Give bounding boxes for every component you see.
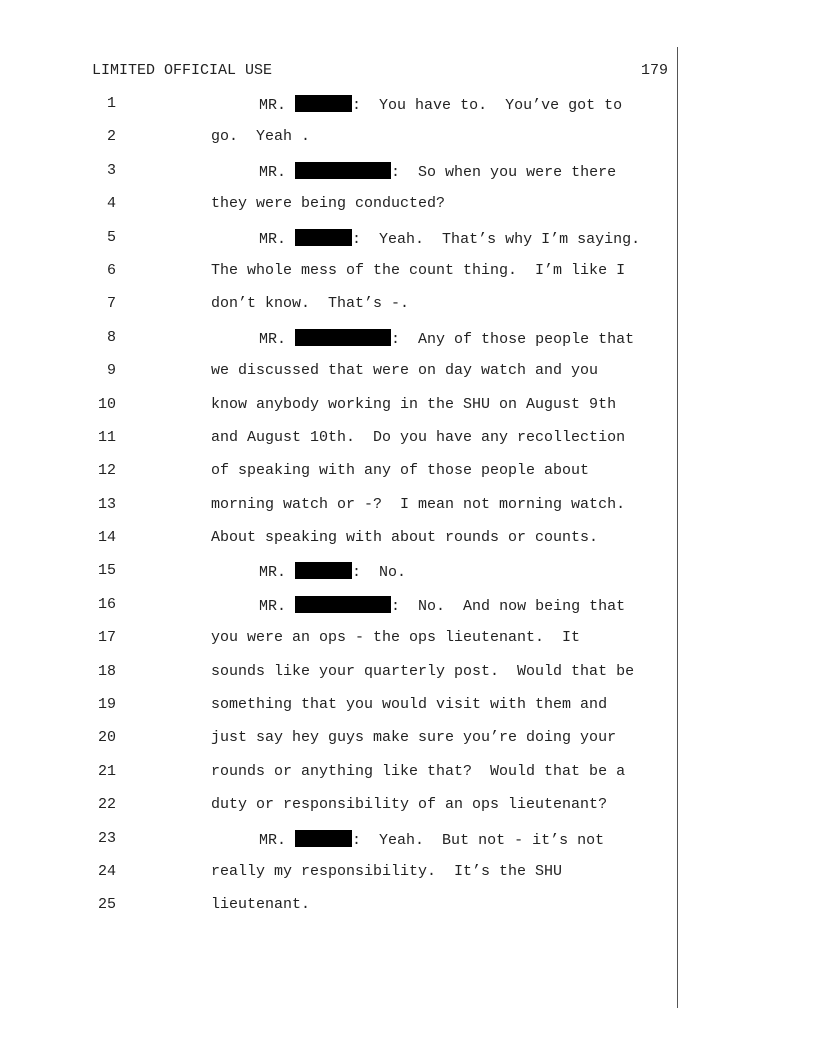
page-number: 179 <box>640 62 668 79</box>
transcript-line <box>0 796 680 829</box>
transcript-line <box>0 128 680 161</box>
line-number: 14 <box>97 529 116 547</box>
speaker-title: MR. <box>259 564 287 582</box>
transcript-line <box>0 763 680 796</box>
transcript-line <box>0 596 680 629</box>
body-text: of speaking with any of those people about <box>211 462 590 480</box>
speech-text: You have to. You’ve got to <box>361 97 623 114</box>
line-number: 13 <box>97 495 116 513</box>
line-number: 12 <box>97 462 116 480</box>
transcript-line <box>0 462 680 495</box>
speech-text: Yeah. That’s why I’m saying. <box>361 230 641 248</box>
transcript-line <box>0 863 680 896</box>
redaction-box <box>295 162 391 179</box>
speaker-line <box>259 596 625 615</box>
body-text: About speaking with about rounds or counts. <box>211 529 599 547</box>
line-number: 16 <box>97 595 116 613</box>
speaker-title: MR. <box>259 97 287 114</box>
transcript-line <box>0 362 680 395</box>
redaction-box <box>295 562 352 579</box>
transcript-line <box>0 95 680 128</box>
line-number: 19 <box>97 696 116 714</box>
redaction-box <box>295 95 352 112</box>
transcript-line <box>0 195 680 228</box>
line-number: 5 <box>106 228 116 246</box>
line-number: 21 <box>97 762 116 780</box>
body-text: don’t know. That’s -. <box>211 295 410 313</box>
body-text: The whole mess of the count thing. I’m like I <box>211 261 626 279</box>
speech-text: So when you were there <box>400 163 617 181</box>
transcript-line <box>0 162 680 195</box>
line-number: 20 <box>97 729 116 747</box>
line-number: 7 <box>106 295 116 313</box>
transcript-line <box>0 696 680 729</box>
speech-text: No. <box>361 564 407 582</box>
body-text: and August 10th. Do you have any recollection <box>211 428 626 446</box>
body-text: go. Yeah . <box>211 128 311 146</box>
redaction-box <box>295 229 352 246</box>
transcript-lines <box>0 95 680 930</box>
line-number: 6 <box>106 261 116 279</box>
line-number: 3 <box>106 161 116 179</box>
speaker-line <box>259 830 604 849</box>
transcript-line <box>0 295 680 328</box>
speech-text: Any of those people that <box>400 330 635 348</box>
body-text: duty or responsibility of an ops lieutenant? <box>211 796 608 814</box>
transcript-line <box>0 629 680 662</box>
body-text: lieutenant. <box>211 896 311 914</box>
body-text: just say hey guys make sure you’re doing your <box>211 729 617 747</box>
redaction-box <box>295 596 391 613</box>
body-text: you were an ops - the ops lieutenant. It <box>211 629 581 647</box>
speaker-title: MR. <box>259 597 287 615</box>
body-text: sounds like your quarterly post. Would that be <box>211 662 635 680</box>
transcript-line <box>0 896 680 929</box>
speech-text: Yeah. But not - it’s not <box>361 831 605 849</box>
speaker-colon: : <box>391 330 401 348</box>
redaction-box <box>295 830 352 847</box>
speaker-colon: : <box>391 163 401 181</box>
speaker-colon: : <box>352 230 362 248</box>
line-number: 11 <box>97 428 116 446</box>
transcript-line <box>0 496 680 529</box>
transcript-line <box>0 329 680 362</box>
line-number: 15 <box>97 562 116 580</box>
speaker-colon: : <box>352 831 362 849</box>
classification-header: LIMITED OFFICIAL USE <box>92 62 273 79</box>
line-number: 25 <box>97 896 116 914</box>
line-number: 1 <box>106 95 116 112</box>
line-number: 9 <box>106 362 116 380</box>
transcript-line <box>0 429 680 462</box>
speaker-title: MR. <box>259 330 287 348</box>
speaker-line <box>259 329 634 348</box>
line-number: 2 <box>106 128 116 146</box>
transcript-line <box>0 396 680 429</box>
transcript-line <box>0 529 680 562</box>
transcript-line <box>0 663 680 696</box>
body-text: they were being conducted? <box>211 195 446 213</box>
body-text: something that you would visit with them and <box>211 696 608 714</box>
transcript-line <box>0 262 680 295</box>
line-number: 8 <box>106 328 116 346</box>
line-number: 22 <box>97 796 116 814</box>
body-text: really my responsibility. It’s the SHU <box>211 862 563 880</box>
transcript-line <box>0 562 680 595</box>
transcript-line <box>0 830 680 863</box>
speaker-title: MR. <box>259 163 287 181</box>
speaker-line <box>259 162 616 181</box>
speech-text: No. And now being that <box>400 597 626 615</box>
speaker-colon: : <box>391 597 401 615</box>
speaker-line <box>259 562 406 581</box>
body-text: rounds or anything like that? Would that be a <box>211 762 626 780</box>
speaker-line <box>259 229 640 248</box>
redaction-box <box>295 329 391 346</box>
speaker-colon: : <box>352 97 362 114</box>
line-number: 17 <box>97 629 116 647</box>
body-text: know anybody working in the SHU on August 9th <box>211 395 617 413</box>
speaker-colon: : <box>352 564 362 582</box>
speaker-line <box>259 95 622 114</box>
line-number: 24 <box>97 862 116 880</box>
speaker-title: MR. <box>259 230 287 248</box>
body-text: morning watch or -? I mean not morning watch. <box>211 495 626 513</box>
body-text: we discussed that were on day watch and you <box>211 362 599 380</box>
transcript-line <box>0 229 680 262</box>
line-number: 18 <box>97 662 116 680</box>
line-number: 10 <box>97 395 116 413</box>
transcript-line <box>0 729 680 762</box>
line-number: 4 <box>106 195 116 213</box>
speaker-title: MR. <box>259 831 287 849</box>
line-number: 23 <box>97 829 116 847</box>
